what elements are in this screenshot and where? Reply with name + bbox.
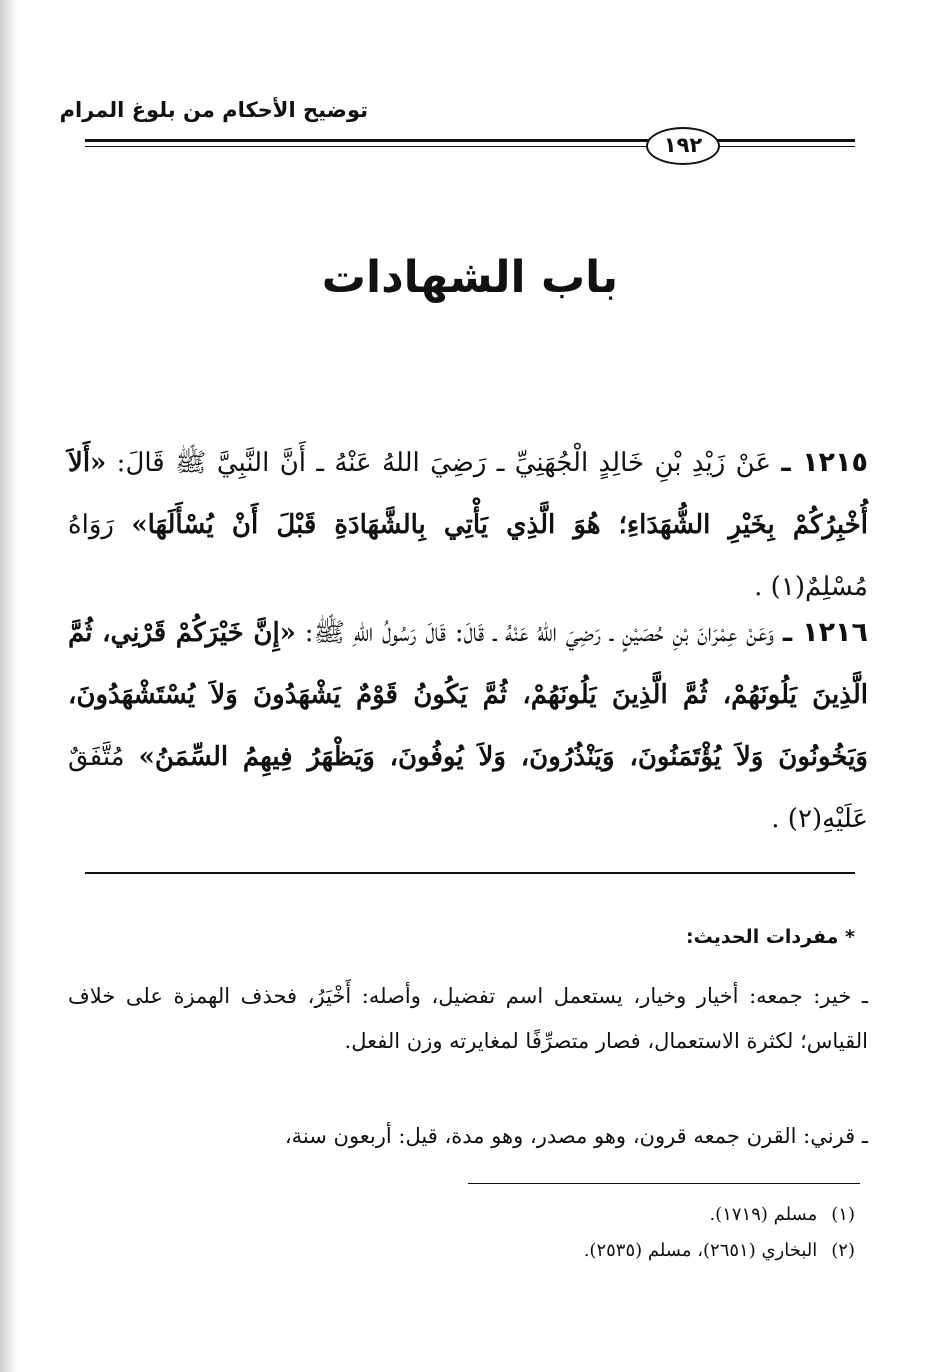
hadith-1215 — [68, 432, 868, 618]
hadith-chain: وَعَنْ عِمْرَانَ بْنِ حُصَيْنٍ ـ رَضِيَ اللهُ عَنْهُ ـ قَالَ: قَالَ رَسُولُ اللهِ ﷺ: — [295, 618, 783, 648]
footnote-label: (١) — [831, 1204, 855, 1225]
vocabulary-item-khayr: ـ خير: جمعه: أخيار وخيار، يستعمل اسم تفضيل، وأصله: أَخْيَرُ، فحذف الهمزة على خلاف القياس؛ لكثرة الاستعمال، فصار متصرِّفًا لمغايرته وزن الفعل. — [68, 984, 868, 1053]
running-header-title: توضيح الأحكام من بلوغ المرام — [59, 98, 368, 122]
header-rule-thin — [85, 146, 855, 147]
vocabulary-item-qarni: ـ قرني: القرن جمعه قرون، وهو مصدر، وهو مدة، قيل: أربعون سنة، — [284, 1124, 868, 1148]
footnote-1 — [355, 1204, 855, 1225]
section-divider — [85, 872, 855, 874]
page-number: ١٩٢ — [646, 127, 720, 165]
hadith-1216 — [68, 602, 868, 850]
hadith-text: «إِنَّ خَيْرَكُمْ قَرْنِي، ثُمَّ الَّذِينَ يَلُونَهُمْ، ثُمَّ الَّذِينَ يَلُونَهُمْ، ثُمَّ يَكُونُ قَوْمٌ يَشْهَدُونَ وَلاَ يُسْتَشْهَدُونَ، وَيَخُونُونَ وَلاَ يُؤْتَمَنُونَ، وَيَنْذُرُونَ، وَلاَ يُوفُونَ، وَيَظْهَرُ فِيهِمُ السِّمَنُ» — [68, 618, 868, 772]
hadith-number: ١٢١٥ ـ — [781, 447, 868, 478]
page-edge-shadow — [0, 0, 18, 1372]
hadith-chain: عَنْ زَيْدِ بْنِ خَالِدٍ الْجُهَنِيِّ ـ رَضِيَ اللهُ عَنْهُ ـ أَنَّ النَّبِيَّ ﷺ قَالَ: — [106, 448, 782, 478]
footnote-2 — [355, 1240, 855, 1261]
footnote-text: مسلم (١٧١٩). — [709, 1204, 818, 1225]
footnote-text: البخاري (٢٦٥١)، مسلم (٢٥٣٥). — [583, 1240, 818, 1261]
hadith-source: مُتَّفَقٌ عَلَيْهِ(٢) . — [68, 742, 868, 834]
header-rule-thick — [85, 139, 855, 142]
footnote-rule — [468, 1183, 860, 1184]
hadith-text: «أَلاَ أُخْبِرُكُمْ بِخَيْرِ الشُّهَدَاءِ؛ هُوَ الَّذِي يَأْتِي بِالشَّهَادَةِ قَبْلَ أَنْ يُسْأَلَهَا» — [68, 448, 868, 540]
vocabulary-heading: * مفردات الحديث: — [686, 926, 855, 948]
chapter-title: باب الشهادات — [321, 252, 619, 303]
footnote-label: (٢) — [831, 1240, 855, 1261]
hadith-number: ١٢١٦ ـ — [782, 617, 869, 648]
hadith-source: رَوَاهُ مُسْلِمٌ(١) . — [68, 510, 868, 602]
